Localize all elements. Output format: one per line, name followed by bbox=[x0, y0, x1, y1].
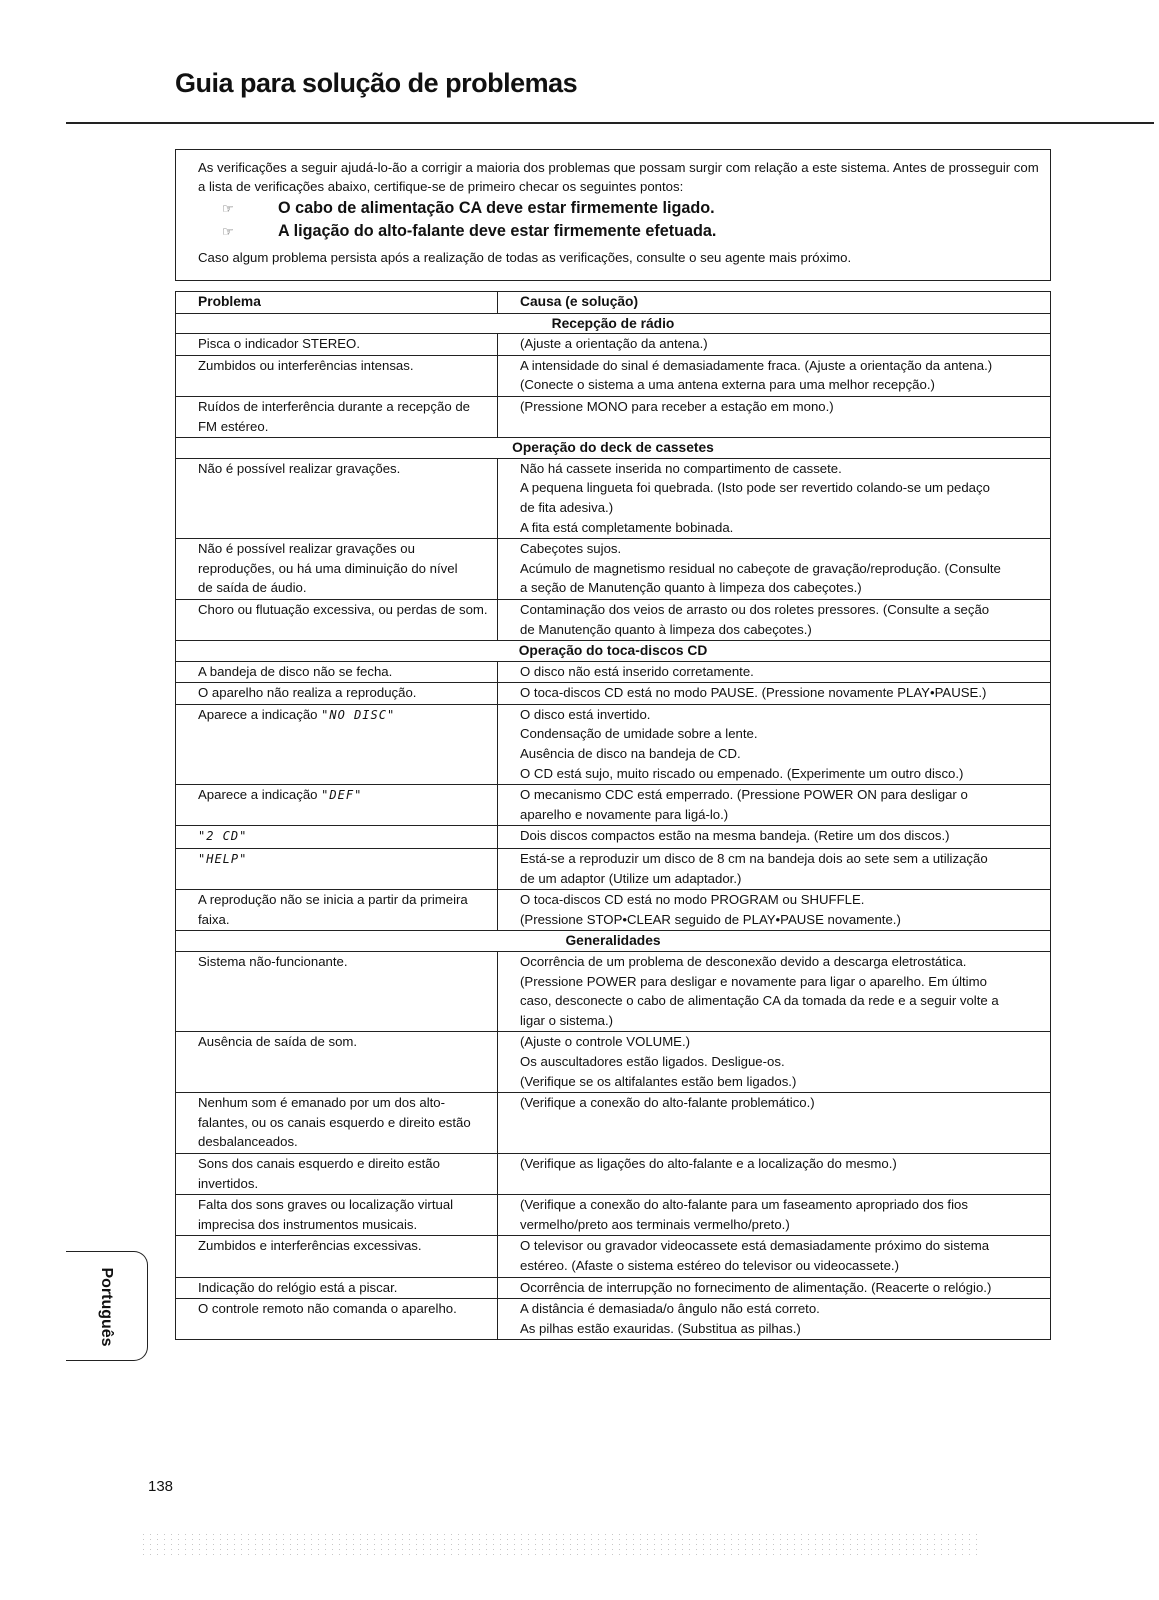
table-row bbox=[176, 661, 1051, 683]
problem-cell bbox=[176, 785, 498, 826]
table-row bbox=[176, 334, 1051, 356]
cause-cell: (Verifique a conexão do alto-falante problemático.) bbox=[498, 1093, 1051, 1154]
pointing-hand-icon: ☞ bbox=[222, 201, 234, 216]
table-row bbox=[176, 683, 1051, 705]
language-tab-label: Português bbox=[98, 1267, 115, 1347]
problem-cell bbox=[176, 704, 498, 784]
table-row bbox=[176, 1299, 1051, 1340]
language-tab bbox=[66, 1251, 148, 1361]
cause-cell: O disco não está inserido corretamente. bbox=[498, 661, 1051, 683]
section-row bbox=[176, 313, 1051, 334]
table-row bbox=[176, 826, 1051, 849]
cause-cell: O televisor ou gravador videocassete está demasiadamente próximo do sistema estéreo. (Afaste o sistema estéreo do televisor ou videocassete.) bbox=[498, 1236, 1051, 1277]
table-header-row bbox=[176, 292, 1051, 314]
problem-cell bbox=[176, 683, 498, 705]
table-body bbox=[176, 313, 1051, 1340]
cause-cell: (Ajuste o controle VOLUME.) Os auscultadores estão ligados. Desligue-os. (Verifique se os altifalantes estão bem ligados.) bbox=[498, 1032, 1051, 1093]
problem-text: Não é possível realizar gravações ou reproduções, ou há uma diminuição do nível de saída de áudio. bbox=[198, 541, 458, 596]
check-item-text: A ligação do alto-falante deve estar firmemente efetuada. bbox=[278, 222, 717, 240]
problem-text: Sistema não-funcionante. bbox=[198, 954, 348, 969]
problem-cell bbox=[176, 661, 498, 683]
table-row bbox=[176, 539, 1051, 600]
problem-cell bbox=[176, 1236, 498, 1277]
table-row bbox=[176, 1277, 1051, 1299]
problem-cell bbox=[176, 1153, 498, 1194]
cause-cell: O disco está invertido. Condensação de umidade sobre a lente. Ausência de disco na bandeja de CD. O CD está sujo, muito riscado ou empenado. (Experimente um outro disco.) bbox=[498, 704, 1051, 784]
problem-text: O aparelho não realiza a reprodução. bbox=[198, 685, 417, 701]
table-row bbox=[176, 355, 1051, 396]
problem-text: Ruídos de interferência durante a recepção de FM estéreo. bbox=[198, 398, 470, 434]
cause-cell: A intensidade do sinal é demasiadamente fraca. (Ajuste a orientação da antena.) (Conecte o sistema a uma antena externa para uma melhor recepção.) bbox=[498, 355, 1051, 396]
cause-cell: (Pressione MONO para receber a estação em mono.) bbox=[498, 396, 1051, 437]
problem-cell bbox=[176, 1032, 498, 1093]
problem-cell bbox=[176, 396, 498, 437]
cause-cell: Contaminação dos veios de arrasto ou dos roletes pressores. (Consulte a seção de Manutenção quanto à limpeza dos cabeçotes.) bbox=[498, 599, 1051, 640]
lcd-indicator-text: "DEF" bbox=[321, 788, 363, 803]
table-row bbox=[176, 785, 1051, 826]
table-row bbox=[176, 1236, 1051, 1277]
lcd-indicator-text: "2 CD" bbox=[198, 829, 248, 844]
problem-text: Choro ou flutuação excessiva, ou perdas de som. bbox=[198, 601, 488, 617]
cause-cell: Está-se a reproduzir um disco de 8 cm na bandeja dois ao sete sem a utilização de um adaptor (Utilize um adaptador.) bbox=[498, 849, 1051, 890]
problem-cell bbox=[176, 334, 498, 356]
section-row bbox=[176, 931, 1051, 952]
page-title: Guia para solução de problemas bbox=[175, 68, 578, 98]
check-list bbox=[222, 197, 1040, 243]
problem-text: Falta dos sons graves ou localização virtual imprecisa dos instrumentos musicais. bbox=[198, 1197, 454, 1232]
problem-text: Aparece a indicação bbox=[198, 706, 322, 722]
problem-text: Zumbidos ou interferências intensas. bbox=[198, 357, 414, 373]
table-row bbox=[176, 1153, 1051, 1194]
problem-cell bbox=[176, 952, 498, 1032]
cause-cell: Não há cassete inserida no compartimento de cassete. A pequena lingueta foi quebrada. (Isto pode ser revertido colando-se um pedaço de fita adesiva.) A fita está completamente bobinada. bbox=[498, 458, 1051, 538]
problem-text: Pisca o indicador STEREO. bbox=[198, 336, 360, 352]
intro-footer: Caso algum problema persista após a realização de todas as verificações, consulte o seu agente mais próximo. bbox=[198, 250, 852, 265]
problem-text: A reprodução não se inicia a partir da primeira faixa. bbox=[198, 892, 468, 927]
table-row bbox=[176, 458, 1051, 538]
cause-cell: (Verifique a conexão do alto-falante para um faseamento apropriado dos fios vermelho/preto aos terminais vermelho/preto.) bbox=[498, 1195, 1051, 1236]
header-cause: Causa (e solução) bbox=[498, 292, 1051, 314]
cause-cell: A distância é demasiada/o ângulo não está correto. As pilhas estão exauridas. (Substitua as pilhas.) bbox=[498, 1299, 1051, 1340]
problem-cell bbox=[176, 849, 498, 890]
problem-cell bbox=[176, 539, 498, 600]
problem-text: Sons dos canais esquerdo e direito estão invertidos. bbox=[198, 1155, 440, 1191]
pointing-hand-icon: ☞ bbox=[222, 224, 234, 239]
table-row bbox=[176, 952, 1051, 1032]
cause-cell: O toca-discos CD está no modo PAUSE. (Pressione novamente PLAY•PAUSE.) bbox=[498, 683, 1051, 705]
section-title: Recepção de rádio bbox=[176, 313, 1051, 334]
problem-cell bbox=[176, 458, 498, 538]
section-row bbox=[176, 438, 1051, 459]
intro-box bbox=[175, 149, 1051, 281]
cause-cell: O toca-discos CD está no modo PROGRAM ou SHUFFLE. (Pressione STOP•CLEAR seguido de PLAY•PAUSE novamente.) bbox=[498, 890, 1051, 931]
problem-cell bbox=[176, 1195, 498, 1236]
table-row bbox=[176, 704, 1051, 784]
problem-cell bbox=[176, 1299, 498, 1340]
table-row bbox=[176, 890, 1051, 931]
problem-text: Aparece a indicação bbox=[198, 787, 322, 803]
table-row bbox=[176, 396, 1051, 437]
table-row bbox=[176, 1093, 1051, 1154]
cause-cell: Dois discos compactos estão na mesma bandeja. (Retire um dos discos.) bbox=[498, 826, 1051, 849]
problem-cell bbox=[176, 826, 498, 849]
scan-artifact bbox=[140, 1532, 980, 1558]
problem-text: O controle remoto não comanda o aparelho. bbox=[198, 1301, 457, 1317]
lcd-indicator-text: "NO DISC" bbox=[321, 707, 396, 722]
section-row bbox=[176, 641, 1051, 662]
table-row bbox=[176, 1195, 1051, 1236]
title-divider bbox=[66, 122, 1154, 124]
header-problem: Problema bbox=[176, 292, 498, 314]
check-item bbox=[222, 220, 1040, 243]
intro-text: As verificações a seguir ajudá-lo-ão a corrigir a maioria dos problemas que possam surgir com relação a este sistema. Antes de prosseguir com a lista de verificações abaixo, certifique-se de primeiro checar os seguintes pontos: bbox=[198, 160, 1039, 194]
table-row bbox=[176, 1032, 1051, 1093]
problem-cell bbox=[176, 1093, 498, 1154]
cause-cell: Ocorrência de um problema de desconexão devido a descarga eletrostática. (Pressione POWER para desligar e novamente para ligar o aparelho. Em último caso, desconecte o cabo de alimentação CA da tomada da rede e a seguir volte a ligar o sistema.) bbox=[498, 952, 1051, 1032]
problem-text: Nenhum som é emanado por um dos alto- falantes, ou os canais esquerdo e direito estão desbalanceados. bbox=[198, 1095, 471, 1150]
section-title: Generalidades bbox=[176, 931, 1051, 952]
page-number: 138 bbox=[148, 1478, 174, 1495]
section-title: Operação do toca-discos CD bbox=[176, 641, 1051, 662]
troubleshooting-table bbox=[175, 291, 1051, 1340]
problem-cell bbox=[176, 890, 498, 931]
check-item-text: O cabo de alimentação CA deve estar firmemente ligado. bbox=[278, 199, 715, 217]
problem-text: Indicação do relógio está a piscar. bbox=[198, 1279, 398, 1295]
problem-text: A bandeja de disco não se fecha. bbox=[198, 663, 393, 679]
problem-cell bbox=[176, 355, 498, 396]
cause-cell: Cabeçotes sujos. Acúmulo de magnetismo residual no cabeçote de gravação/reprodução. (Consulte a seção de Manutenção quanto à limpeza dos cabeçotes.) bbox=[498, 539, 1051, 600]
section-title: Operação do deck de cassetes bbox=[176, 438, 1051, 459]
table-row bbox=[176, 599, 1051, 640]
cause-cell: O mecanismo CDC está emperrado. (Pressione POWER ON para desligar o aparelho e novamente para ligá-lo.) bbox=[498, 785, 1051, 826]
cause-cell: Ocorrência de interrupção no fornecimento de alimentação. (Reacerte o relógio.) bbox=[498, 1277, 1051, 1299]
check-item bbox=[222, 197, 1040, 220]
cause-cell: (Verifique as ligações do alto-falante e a localização do mesmo.) bbox=[498, 1153, 1051, 1194]
cause-cell: (Ajuste a orientação da antena.) bbox=[498, 334, 1051, 356]
table-row bbox=[176, 849, 1051, 890]
problem-text: Ausência de saída de som. bbox=[198, 1034, 358, 1050]
lcd-indicator-text: "HELP" bbox=[198, 852, 248, 867]
problem-text: Zumbidos e interferências excessivas. bbox=[198, 1238, 422, 1254]
problem-cell bbox=[176, 1277, 498, 1299]
problem-cell bbox=[176, 599, 498, 640]
problem-text: Não é possível realizar gravações. bbox=[198, 460, 401, 476]
